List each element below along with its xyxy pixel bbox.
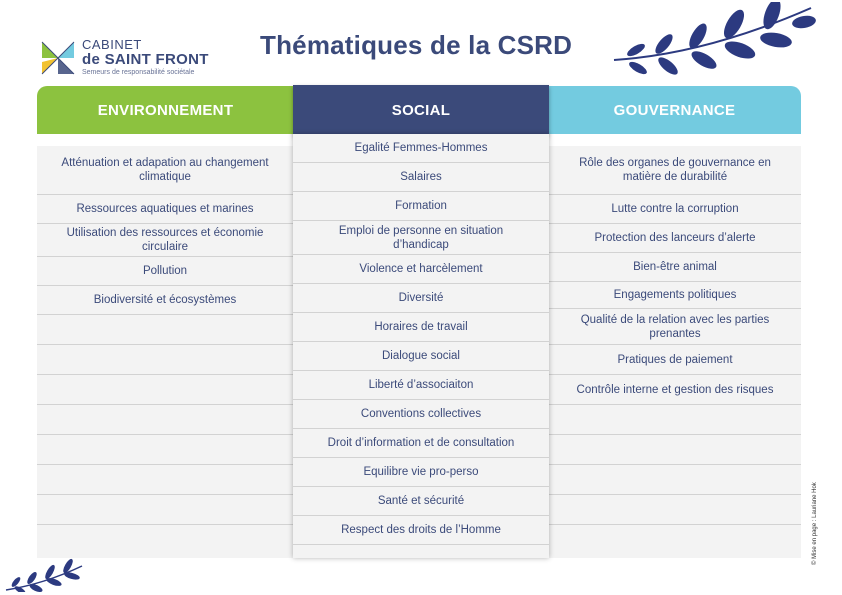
logo-mark-icon: [38, 38, 78, 78]
list-item: [37, 495, 293, 525]
list-item: Salaires: [293, 163, 549, 192]
list-item: Emploi de personne en situation d’handicap: [293, 221, 549, 255]
list-item: Atténuation et adapation au changement climatique: [37, 146, 293, 195]
list-item: Conventions collectives: [293, 400, 549, 429]
leaf-branch-icon: [606, 2, 816, 82]
list-item: [37, 465, 293, 495]
column-social: [293, 134, 549, 558]
logo-line-1: CABINET: [82, 37, 142, 52]
list-item: [37, 345, 293, 375]
list-item: [37, 375, 293, 405]
list-item: Qualité de la relation avec les parties prenantes: [549, 309, 801, 345]
column-environnement: [37, 146, 293, 558]
list-item: Respect des droits de l’Homme: [293, 516, 549, 545]
header-gouvernance: GOUVERNANCE: [548, 86, 801, 134]
list-item: [549, 435, 801, 465]
header-social: SOCIAL: [293, 85, 549, 135]
list-item: Engagements politiques: [549, 282, 801, 309]
list-item: Droit d’information et de consultation: [293, 429, 549, 458]
credit-text: © Mise en page : Lauriane Hok: [812, 482, 818, 565]
column-gouvernance: [549, 146, 801, 558]
list-item: Pollution: [37, 257, 293, 286]
list-item: Protection des lanceurs d’alerte: [549, 224, 801, 253]
list-item: Utilisation des ressources et économie circulaire: [37, 224, 293, 257]
list-item: Contrôle interne et gestion des risques: [549, 375, 801, 405]
list-item: Ressources aquatiques et marines: [37, 195, 293, 224]
list-item: Santé et sécurité: [293, 487, 549, 516]
logo-tagline: Semeurs de responsabilité sociétale: [82, 69, 195, 76]
list-item: [37, 525, 293, 558]
list-item: Formation: [293, 192, 549, 221]
list-item: Violence et harcèlement: [293, 255, 549, 284]
list-item: Biodiversité et écosystèmes: [37, 286, 293, 315]
logo-line-2: de SAINT FRONT: [82, 51, 209, 68]
list-item: Pratiques de paiement: [549, 345, 801, 375]
list-item: [549, 525, 801, 558]
list-item: [549, 465, 801, 495]
list-item: [37, 315, 293, 345]
list-item: Rôle des organes de gouvernance en matière de durabilité: [549, 146, 801, 195]
list-item: Bien-être animal: [549, 253, 801, 282]
list-item: Horaires de travail: [293, 313, 549, 342]
list-item: Equilibre vie pro-perso: [293, 458, 549, 487]
header-environnement: ENVIRONNEMENT: [37, 86, 294, 134]
page-title: Thématiques de la CSRD: [260, 30, 573, 60]
list-item: [549, 405, 801, 435]
list-item: Diversité: [293, 284, 549, 313]
leaf-branch-small-icon: [4, 558, 84, 592]
list-item: Dialogue social: [293, 342, 549, 371]
logo-text: [82, 38, 209, 77]
cabinet-logo: [38, 38, 218, 82]
list-item: [37, 435, 293, 465]
list-item: [549, 495, 801, 525]
list-item: Egalité Femmes-Hommes: [293, 134, 549, 163]
list-item: Lutte contre la corruption: [549, 195, 801, 224]
list-item: [37, 405, 293, 435]
list-item: Liberté d’associaiton: [293, 371, 549, 400]
